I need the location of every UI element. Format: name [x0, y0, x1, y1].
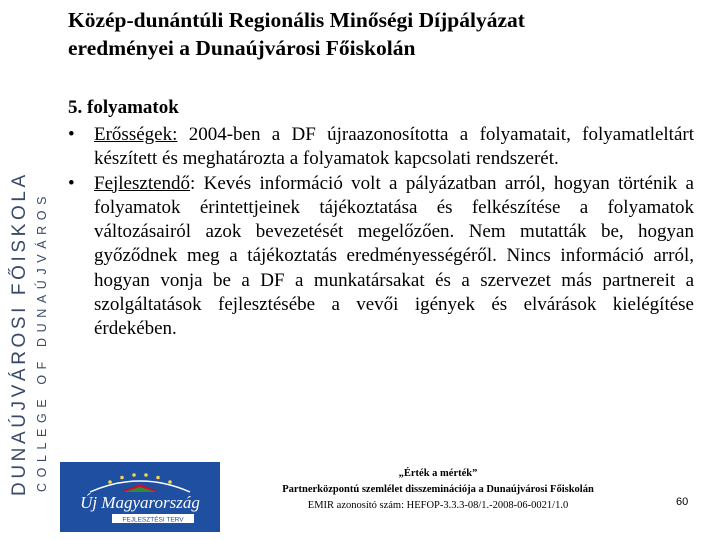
- bullet-dot: •: [68, 124, 75, 145]
- bullet-label: Fejlesztendő: [94, 172, 191, 194]
- slide-title: [68, 6, 708, 62]
- uj-magyarorszag-logo: [60, 462, 220, 532]
- page-number: 60: [676, 496, 689, 508]
- bullet-to-improve: [68, 172, 694, 342]
- bullet-dot: •: [68, 172, 75, 194]
- college-side-logo: [0, 0, 60, 540]
- footer-text: [228, 466, 648, 514]
- logo-text: Új Magyarország: [80, 493, 200, 512]
- title-line-1: Közép-dunántúli Regionális Minőségi Díjpályázat: [68, 8, 525, 32]
- footer-project-title: Partnerközpontú szemlélet disszeminációja a Dunaújvárosi Főiskolán: [282, 484, 594, 495]
- footer-project-id: EMIR azonosító szám: HEFOP-3.3.3-08/1.-2008-06-0021/1.0: [307, 500, 569, 511]
- footer-motto: „Érték a mérték”: [398, 468, 478, 479]
- college-name-hu: DUNAÚJVÁROSI FŐISKOLA: [9, 171, 30, 496]
- bullet-list: [68, 123, 694, 342]
- bullet-strengths: [68, 123, 694, 172]
- bullet-label: Erősségek:: [94, 124, 178, 145]
- bullet-text: : Kevés információ volt a pályázatban arról, hogyan történik a folyamatok érintettjeinek tájékoztatása és felkészítése a folyamatok változásairól azok bevezetését megelőzően. Nem mutatták be, hogyan győződnek meg a tájékoztatás eredményességéről. Nincs információ arról, hogyan vonja be a DF a munkatársakat és a szervezet más partnereit a szolgáltatások fejlesztésébe a vevői igények és elvárások kielégítése érdekében.: [94, 172, 694, 340]
- title-line-2: eredményei a Dunaújvárosi Főiskolán: [68, 36, 416, 60]
- logo-subtext: FEJLESZTÉSI TERV: [122, 516, 184, 524]
- college-name-en: COLLEGE OF DUNAÚJVÁROS: [35, 190, 49, 492]
- bullet-text: 2004-ben a DF újraazonosította a folyamatait, folyamatleltárt készített és meghatározta a folyamatok kapcsolati rendszerét.: [94, 124, 694, 170]
- section-heading: 5. folyamatok: [68, 97, 179, 118]
